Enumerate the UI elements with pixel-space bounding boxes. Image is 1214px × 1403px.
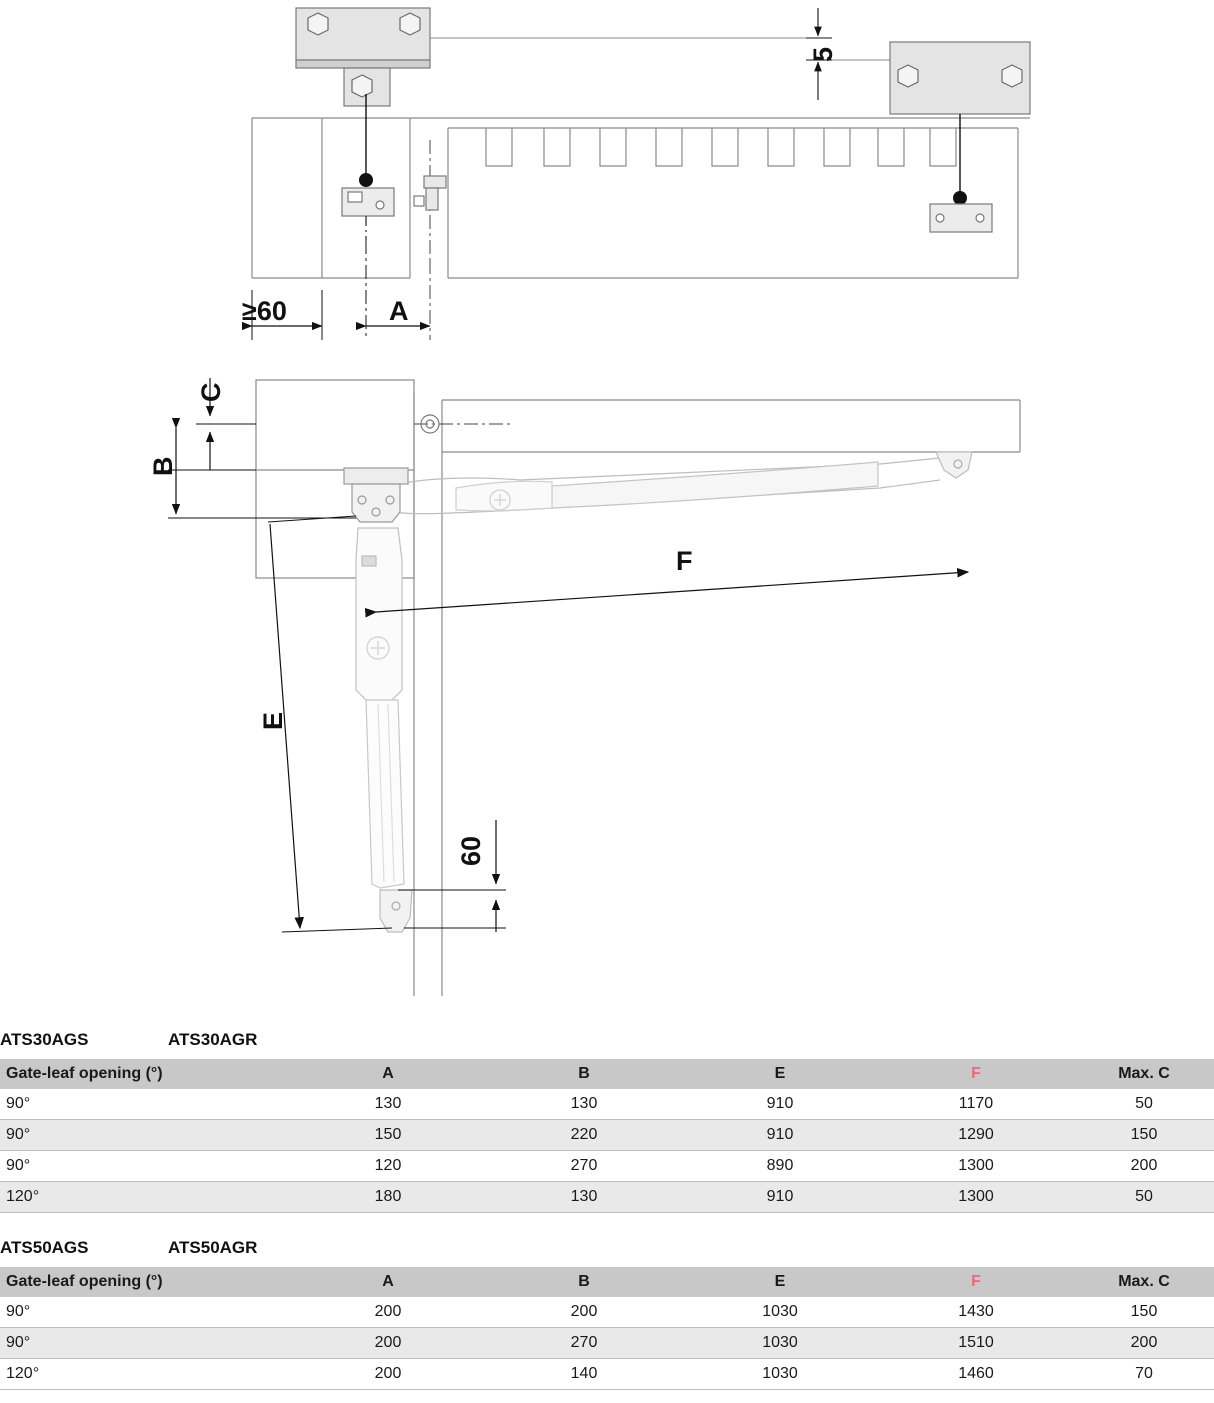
table-row xyxy=(0,1120,1214,1151)
table-ats30 xyxy=(0,1059,1214,1213)
cell-f: 1430 xyxy=(958,1303,994,1320)
cell-e: 910 xyxy=(766,1095,794,1112)
table-header-row xyxy=(0,1267,1214,1297)
cell-a: 200 xyxy=(374,1365,402,1382)
table-row xyxy=(0,1359,1214,1390)
dim-label-min60: ≥60 xyxy=(242,296,287,326)
cell-maxc: 70 xyxy=(1135,1365,1153,1382)
cell-opening: 90° xyxy=(6,1334,31,1351)
cell-maxc: 50 xyxy=(1135,1188,1153,1205)
th-f: F xyxy=(878,1267,1074,1297)
table-row xyxy=(0,1182,1214,1213)
table-header-row xyxy=(0,1059,1214,1089)
table-title-ats50 xyxy=(0,1238,1214,1258)
cell-b: 130 xyxy=(570,1095,598,1112)
th-b: B xyxy=(486,1267,682,1297)
th-f: F xyxy=(878,1059,1074,1089)
dim-E-text: E xyxy=(258,711,288,730)
th-a: A xyxy=(290,1059,486,1089)
cell-e: 1030 xyxy=(762,1365,798,1382)
cell-maxc: 200 xyxy=(1130,1334,1158,1351)
cell-e: 1030 xyxy=(762,1334,798,1351)
table-title-ats30-left: ATS30AGS xyxy=(0,1030,89,1049)
cell-opening: 90° xyxy=(6,1157,31,1174)
dim-60-text: 60 xyxy=(456,835,486,866)
cell-a: 200 xyxy=(374,1334,402,1351)
cell-e: 910 xyxy=(766,1188,794,1205)
dim-label-F: F xyxy=(676,546,693,576)
table-title-ats50-left: ATS50AGS xyxy=(0,1238,89,1257)
cell-f: 1170 xyxy=(958,1095,994,1112)
cell-f: 1290 xyxy=(958,1126,994,1143)
cell-b: 270 xyxy=(570,1157,598,1174)
th-opening: Gate-leaf opening (°) xyxy=(0,1059,290,1089)
cell-b: 270 xyxy=(570,1334,598,1351)
cell-f: 1300 xyxy=(958,1157,994,1174)
table-ats50 xyxy=(0,1267,1214,1390)
th-e: E xyxy=(682,1059,878,1089)
table-row xyxy=(0,1151,1214,1182)
cell-opening: 90° xyxy=(6,1095,31,1112)
th-e: E xyxy=(682,1267,878,1297)
dim-5-text: 5 xyxy=(808,46,838,62)
cell-a: 120 xyxy=(374,1157,402,1174)
th-maxc: Max. C xyxy=(1074,1267,1214,1297)
cell-b: 220 xyxy=(570,1126,598,1143)
table-row xyxy=(0,1089,1214,1120)
dim-label-A: A xyxy=(389,296,409,326)
cell-b: 140 xyxy=(570,1365,598,1382)
cell-opening: 90° xyxy=(6,1126,31,1143)
cell-maxc: 50 xyxy=(1135,1095,1153,1112)
cell-f: 1510 xyxy=(958,1334,994,1351)
table-row xyxy=(0,1297,1214,1328)
cell-maxc: 200 xyxy=(1130,1157,1158,1174)
th-a: A xyxy=(290,1267,486,1297)
spec-table-ats30 xyxy=(0,1030,1214,1213)
cell-opening: 120° xyxy=(6,1365,40,1382)
table-title-ats30-right: ATS30AGR xyxy=(168,1030,258,1049)
table-title-ats30 xyxy=(0,1030,1214,1050)
cell-a: 200 xyxy=(374,1303,402,1320)
dim-C-text: C xyxy=(196,382,226,402)
cell-maxc: 150 xyxy=(1130,1126,1158,1143)
cell-b: 130 xyxy=(570,1188,598,1205)
cell-b: 200 xyxy=(570,1303,598,1320)
cell-opening: 120° xyxy=(6,1188,40,1205)
cell-f: 1460 xyxy=(958,1365,994,1382)
cell-a: 130 xyxy=(374,1095,402,1112)
table-row xyxy=(0,1328,1214,1359)
dim-B-text: B xyxy=(148,456,178,476)
th-maxc: Max. C xyxy=(1074,1059,1214,1089)
cell-f: 1300 xyxy=(958,1188,994,1205)
cell-opening: 90° xyxy=(6,1303,31,1320)
th-b: B xyxy=(486,1059,682,1089)
spec-table-ats50 xyxy=(0,1238,1214,1390)
th-opening: Gate-leaf opening (°) xyxy=(0,1267,290,1297)
cell-e: 910 xyxy=(766,1126,794,1143)
table-title-ats50-right: ATS50AGR xyxy=(168,1238,258,1257)
cell-a: 150 xyxy=(374,1126,402,1143)
cell-maxc: 150 xyxy=(1130,1303,1158,1320)
cell-e: 890 xyxy=(766,1157,794,1174)
cell-a: 180 xyxy=(374,1188,402,1205)
cell-e: 1030 xyxy=(762,1303,798,1320)
